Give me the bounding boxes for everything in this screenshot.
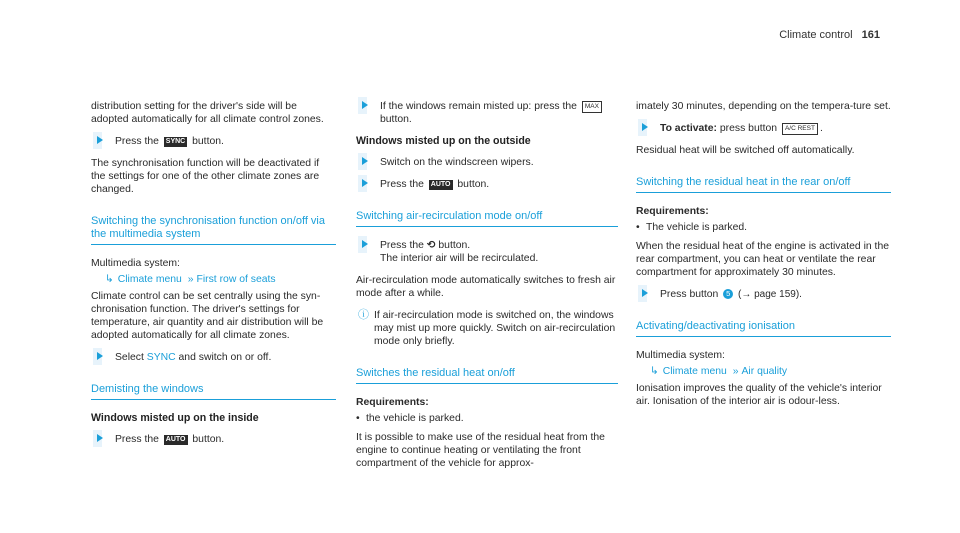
column-2 bbox=[356, 100, 618, 479]
multimedia-label: Multimedia system: bbox=[636, 350, 725, 361]
step-item: Press the ⟲ button. The interior air will be recirculated. bbox=[356, 239, 618, 265]
step-item: Press the SYNC button. bbox=[91, 135, 336, 148]
sync-key-icon: SYNC bbox=[165, 138, 186, 145]
ac-rest-key-icon: A/C REST bbox=[782, 123, 818, 135]
step-item: Press the AUTO button. bbox=[91, 433, 336, 446]
step-item: Switch on the windscreen wipers. bbox=[356, 156, 618, 169]
paragraph: Air-recirculation mode automatically switches to fresh air mode after a while. bbox=[356, 275, 616, 299]
menu-path bbox=[91, 273, 336, 286]
chevron-right-icon: » bbox=[732, 366, 739, 377]
paragraph: It is possible to make use of the residual heat from the engine to continue heating or ventilating the front compartment of the vehicle for approx- bbox=[356, 432, 605, 469]
step-item: Press the AUTO button. bbox=[356, 178, 618, 191]
page-number: 161 bbox=[861, 29, 880, 41]
section-heading: Switching the synchronisation function on/off via the multimedia system bbox=[91, 215, 336, 245]
paragraph: Climate control can be set centrally using the syn-chronisation function. The driver's settings for temperature, air quantity and air distribution will be adopted automatically for all climate zones. bbox=[91, 291, 324, 341]
page-header bbox=[779, 29, 880, 41]
requirement-item: • The vehicle is parked. bbox=[636, 221, 891, 234]
step-arrow-icon bbox=[362, 101, 368, 109]
button-number-badge: 5 bbox=[723, 289, 733, 299]
step-arrow-icon bbox=[362, 240, 368, 248]
menu-link-climate[interactable]: Climate menu bbox=[662, 366, 727, 377]
subheading: Windows misted up on the inside bbox=[91, 412, 259, 424]
step-arrow-icon bbox=[362, 179, 368, 187]
column-1 bbox=[91, 100, 336, 455]
step-arrow-icon bbox=[97, 352, 103, 360]
paragraph: Residual heat will be switched off automatically. bbox=[636, 145, 855, 156]
chevron-right-icon: » bbox=[187, 274, 194, 285]
sync-link[interactable]: SYNC bbox=[146, 352, 176, 363]
paragraph: distribution setting for the driver's side will be adopted automatically for all climate control zones. bbox=[91, 101, 324, 125]
column-3 bbox=[636, 100, 891, 417]
requirements-label: Requirements: bbox=[636, 206, 709, 217]
paragraph: imately 30 minutes, depending on the tempera-ture set. bbox=[636, 101, 891, 112]
section-heading: Switching air-recirculation mode on/off bbox=[356, 210, 618, 227]
menu-path bbox=[636, 365, 891, 378]
requirement-item: • the vehicle is parked. bbox=[356, 412, 618, 425]
step-arrow-icon bbox=[642, 289, 648, 297]
step-arrow-icon bbox=[97, 434, 103, 442]
step-item: If the windows remain misted up: press the MAX button. bbox=[356, 100, 618, 126]
section-heading: Switches the residual heat on/off bbox=[356, 367, 618, 384]
return-arrow-icon: ↳ bbox=[105, 274, 114, 285]
step-item: Select SYNC and switch on or off. bbox=[91, 351, 336, 364]
max-defrost-key-icon: MAX bbox=[582, 101, 602, 113]
requirements-label: Requirements: bbox=[356, 397, 429, 408]
paragraph: The synchronisation function will be deactivated if the settings for one of the other climate zones are changed. bbox=[91, 158, 320, 195]
paragraph: When the residual heat of the engine is activated in the rear compartment, you can heat or ventilate the rear compartment for approximately 30 minutes. bbox=[636, 241, 890, 278]
subheading: Windows misted up on the outside bbox=[356, 135, 531, 147]
auto-key-icon: AUTO bbox=[430, 181, 451, 188]
step-arrow-icon bbox=[362, 157, 368, 165]
recirculation-key-icon: ⟲ bbox=[426, 240, 436, 251]
multimedia-label: Multimedia system: bbox=[91, 258, 180, 269]
step-arrow-icon bbox=[642, 123, 648, 131]
info-icon: ⓘ bbox=[358, 309, 369, 321]
step-item: Press button 5 (→ page 159). bbox=[636, 288, 891, 301]
auto-key-icon: AUTO bbox=[165, 436, 186, 443]
menu-link-air-quality[interactable]: Air quality bbox=[741, 366, 788, 377]
step-arrow-icon bbox=[97, 136, 103, 144]
section-name: Climate control bbox=[779, 29, 853, 41]
section-heading: Demisting the windows bbox=[91, 383, 336, 400]
paragraph: Ionisation improves the quality of the vehicle's interior air. Ionisation of the interior air is odour-less. bbox=[636, 383, 882, 407]
menu-link-first-row[interactable]: First row of seats bbox=[196, 274, 276, 285]
info-note: ⓘ If air-recirculation mode is switched on, the windows may mist up more quickly. Switch on air-recirculation mode only briefly. bbox=[358, 309, 616, 347]
step-item: To activate: press button A/C REST . bbox=[636, 122, 891, 135]
menu-link-climate[interactable]: Climate menu bbox=[117, 274, 182, 285]
section-heading: Switching the residual heat in the rear on/off bbox=[636, 176, 891, 193]
page-reference-link[interactable]: (→ page 159). bbox=[735, 289, 802, 300]
return-arrow-icon: ↳ bbox=[650, 366, 659, 377]
section-heading: Activating/deactivating ionisation bbox=[636, 320, 891, 337]
